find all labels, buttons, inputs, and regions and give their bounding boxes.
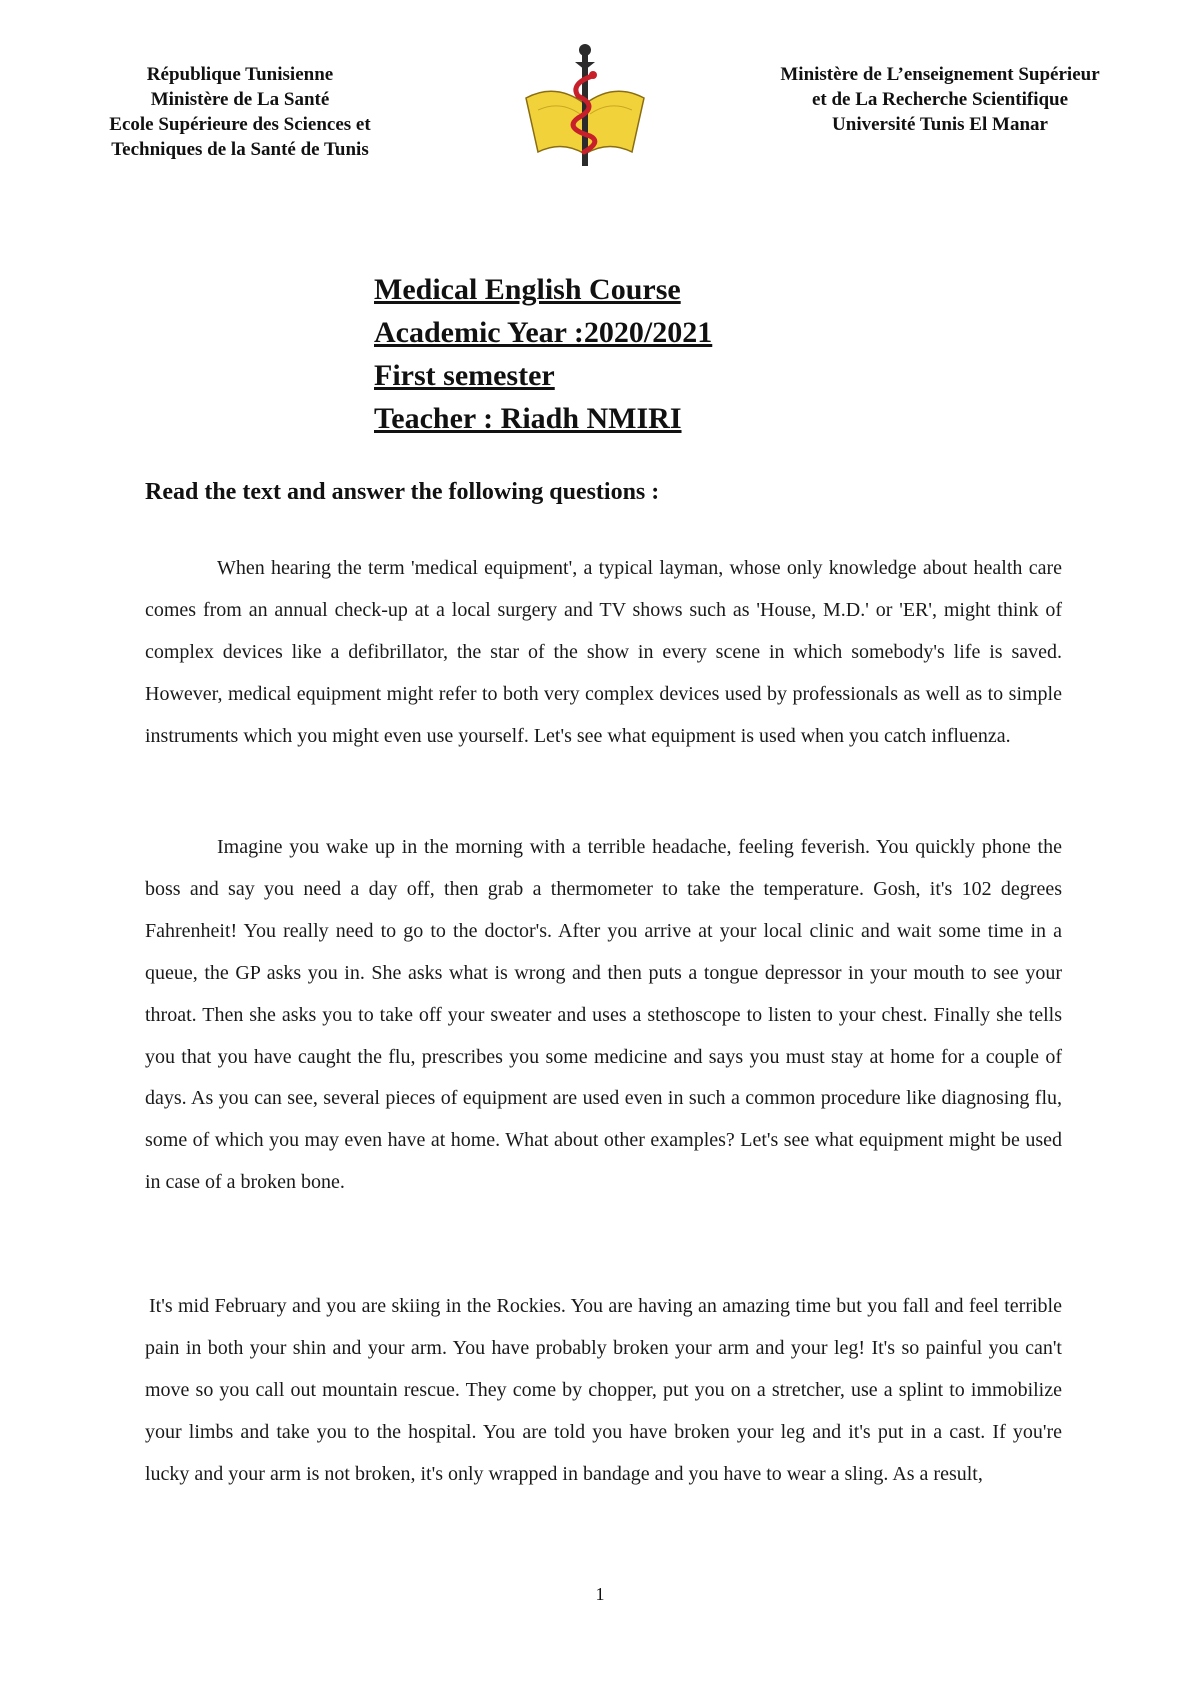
header-right-line: et de La Recherche Scientifique — [811, 89, 1069, 110]
header-left-line: Techniques de la Santé de Tunis — [111, 139, 369, 160]
header-right-line: Université Tunis El Manar — [832, 114, 1048, 135]
academic-year: Academic Year :2020/2021 — [374, 316, 713, 349]
header-right-institution — [720, 62, 1160, 137]
teacher-name: Teacher : Riadh NMIRI — [374, 402, 682, 435]
caduceus-book-icon — [520, 40, 650, 168]
header-left-line: République Tunisienne — [146, 64, 334, 85]
header-left-line: Ministère de La Santé — [150, 89, 330, 110]
course-title: Medical English Course — [374, 273, 681, 306]
paragraph-broken-bone: It's mid February and you are skiing in the Rockies. You are having an amazing time but you fall and feel terrible pain in both your shin and your arm. You have probably broken your arm and your leg! It's so painful you can't move so you call out mountain rescue. They come by chopper, put you on a stretcher, use a splint to immobilize your limbs and take you to the hospital. You are told you have broken your leg and it's put in a cast. If you're lucky and your arm is not broken, it's only wrapped in bandage and you have to wear a sling. As a result, — [145, 1295, 1062, 1485]
exercise-instruction: Read the text and answer the following questions : — [145, 479, 660, 505]
header-left-line: Ecole Supérieure des Sciences et — [109, 114, 371, 135]
course-title-block — [374, 268, 712, 440]
page-number: 1 — [595, 1584, 605, 1604]
header-left-institution — [60, 62, 420, 162]
semester: First semester — [374, 359, 555, 392]
header-right-line: Ministère de L’enseignement Supérieur — [780, 64, 1100, 85]
paragraph-influenza: Imagine you wake up in the morning with a terrible headache, feeling feverish. You quickly phone the boss and say you need a day off, then grab a thermometer to take the temperature. Gosh, it's 102 degrees Fahrenheit! You really need to go to the doctor's. After you arrive at your local clinic and wait some time in a queue, the GP asks you in. She asks what is wrong and then puts a tongue depressor in your mouth to see your throat. Then she asks you to take off your sweater and uses a stethoscope to listen to your chest. Finally she tells you that you have caught the flu, prescribes you some medicine and says you must stay at home for a couple of days. As you can see, several pieces of equipment are used even in such a common procedure like diagnosing flu, some of which you may even have at home. What about other examples? Let's see what equipment might be used in case of a broken bone. — [145, 836, 1062, 1194]
paragraph-medical-equipment: When hearing the term 'medical equipment', a typical layman, whose only knowledge about health care comes from an annual check-up at a local surgery and TV shows such as 'House, M.D.' or 'ER', might think of complex devices like a defibrillator, the star of the show in every scene in which somebody's life is saved. However, medical equipment might refer to both very complex devices used by professionals as well as to simple instruments which you might even use yourself. Let's see what equipment is used when you catch influenza. — [145, 557, 1062, 747]
